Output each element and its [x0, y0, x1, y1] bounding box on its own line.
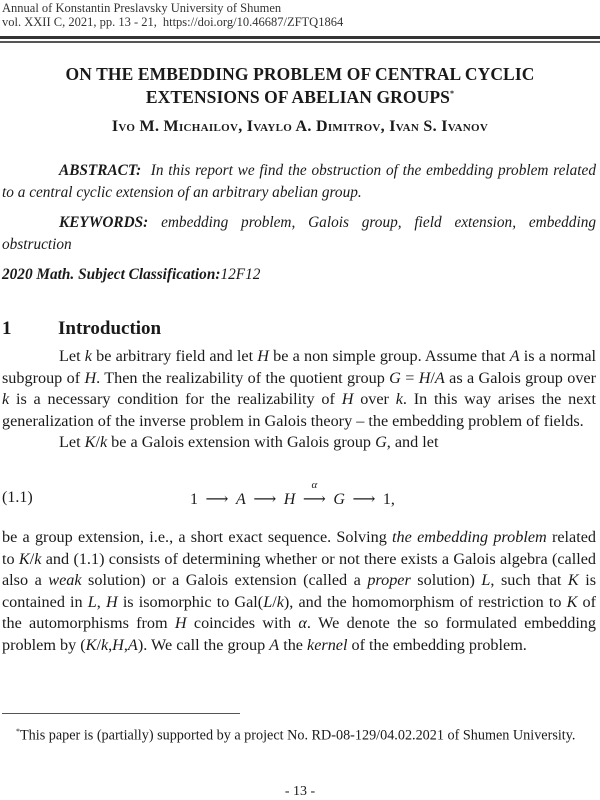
journal-name: Annual of Konstantin Preslavsky University of Shumen: [2, 1, 282, 15]
section-heading: [2, 318, 161, 340]
msc-label: 2020 Math. Subject Classification:: [2, 266, 221, 283]
footnote-mark: *: [16, 727, 20, 736]
authors: Ivo M. Michailov, Ivaylo A. Dimitrov, Ivan S. Ivanov: [111, 118, 489, 135]
doi-link[interactable]: https://doi.org/10.46687/ZFTQ1864: [162, 15, 344, 29]
right-arrow-icon: ⟶: [352, 491, 376, 508]
intro-paragraph-1: Let k be arbitrary field and let H be a non simple group. Assume that A is a normal subgroup of H. Then the realizability of the quotient group G = H/A as a Galois group over k is a necessary condition for the realizability of H over k. In this way arises the next generalization of the inverse problem in Galois theory – the embedding problem of fields.: [2, 347, 596, 430]
header-rule-thin: [0, 41, 600, 43]
section-number: 1: [2, 318, 12, 339]
abstract: [2, 160, 596, 204]
footnote-text: This paper is (partially) supported by a project No. RD-08-129/04.02.2021 of Shumen University.: [20, 727, 576, 744]
msc-value: 12F12: [220, 266, 261, 283]
title-footnote-mark[interactable]: *: [449, 89, 455, 98]
footnote-rule: [2, 713, 240, 714]
journal-header: [2, 1, 343, 29]
equation-label: (1.1): [2, 489, 33, 506]
section-title: Introduction: [58, 318, 162, 339]
header-rule-thick: [0, 36, 600, 39]
exact-sequence: 1 ⟶ A ⟶ H α ⟶ G ⟶ 1,: [190, 479, 395, 508]
intro-paragraph-3: be a group extension, i.e., a short exact sequence. Solving the embedding problem related to K/k and (1.1) consists of determining whether or not there exists a Galois algebra (called also a weak solution) or a Galois extension (called a proper solution) L, such that K is contained in L, H is isomorphic to Gal(L/k), and the homomorphism of restriction to K of the automorphisms from H coincides with α. We denote the so formulated embedding problem by (K/k,H,A). We call the group A the kernel of the embedding problem.: [2, 528, 597, 654]
keywords-text: embedding problem, Galois group, field extension, embedding obstruction: [2, 214, 596, 253]
journal-citation: vol. XXII C, 2021, pp. 13 - 21, https://doi.org/10.46687/ZFTQ1864: [2, 15, 344, 29]
subject-classification: [2, 264, 596, 286]
title-line-1: ON THE EMBEDDING PROBLEM OF CENTRAL CYCLIC: [65, 64, 535, 84]
abstract-text: In this report we find the obstruction of the embedding problem related to a central cyclic extension of an arbitrary abelian group.: [2, 162, 596, 201]
page-number: - 13 -: [284, 784, 316, 799]
intro-paragraphs-1: [2, 346, 596, 454]
labeled-arrow-icon: α ⟶: [302, 479, 326, 508]
intro-paragraph-2: Let K/k be a Galois extension with Galois group G, and let: [59, 433, 439, 452]
title-line-2: EXTENSIONS OF ABELIAN GROUPS*: [145, 86, 455, 107]
right-arrow-icon: ⟶: [205, 491, 229, 508]
paper-title: [0, 64, 600, 107]
keywords: [2, 212, 596, 256]
right-arrow-icon: ⟶: [253, 491, 277, 508]
footnote: [2, 722, 596, 746]
keywords-label: KEYWORDS:: [59, 214, 149, 231]
abstract-label: ABSTRACT:: [59, 162, 142, 179]
